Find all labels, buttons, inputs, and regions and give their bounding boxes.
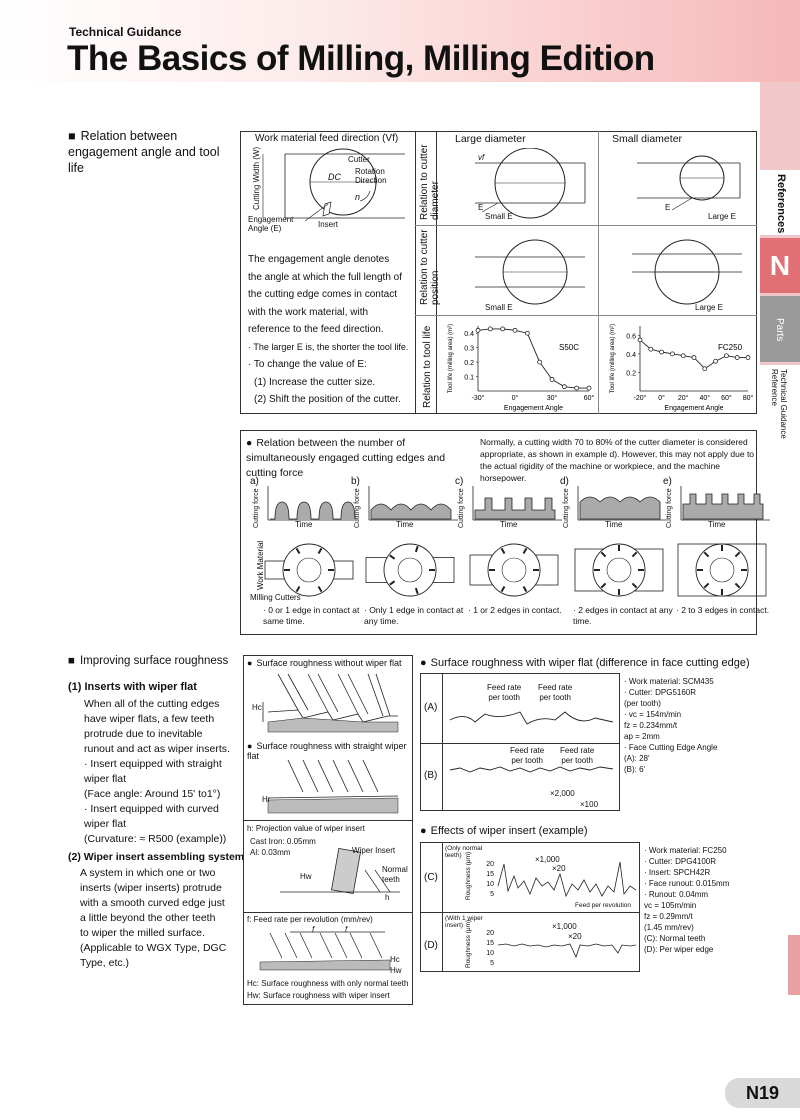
series-line (478, 329, 589, 388)
page-header (0, 0, 800, 82)
edge-marker (788, 935, 800, 995)
s4-specs (624, 676, 759, 775)
p2-line: (Applicable to WGX Type, DGC (80, 942, 227, 954)
cutter-engagement-diagram (263, 540, 358, 600)
per-tooth-text: per tooth (539, 693, 571, 702)
p2-line: to wiper the milled surface. (80, 927, 205, 939)
p2-line: a little beyond the other teeth (80, 912, 216, 924)
cutting-force-graph (575, 484, 670, 526)
case-caption: · 1 or 2 edges in contact. (468, 605, 562, 615)
work-material-label: Work Material (256, 540, 265, 590)
milling-cutters-label: Milling Cutters (250, 593, 301, 602)
tool-life-chart-s50c (440, 318, 595, 413)
hc-label: Hc (252, 703, 262, 712)
cutting-force-label: Cutting force (666, 488, 673, 528)
spec-line: fz = 0.29mm/t (644, 912, 693, 921)
x-tick-label: -20° (633, 395, 647, 402)
data-point (670, 352, 674, 356)
normal-teeth-label: Normal teeth (382, 865, 408, 884)
desc-line: the angle at which the full length of (248, 271, 402, 283)
tool-life-chart-fc250 (602, 318, 754, 413)
s4-graph-hdivider (420, 743, 620, 744)
p1-line: wiper flat (84, 818, 127, 830)
data-point (660, 350, 664, 354)
hc-label-2: Hc (390, 955, 400, 964)
y-tick-label: 0.2 (626, 370, 636, 378)
s1-fig-title: Work material feed direction (Vf) (255, 133, 399, 144)
p2-line: Type, etc.) (80, 957, 130, 969)
x-tick-label: 0° (511, 395, 519, 402)
desc-line: the cutting edge comes in contact (248, 289, 397, 300)
s5-heading (420, 825, 588, 837)
spec-line: · Insert: SPCH42R (644, 868, 711, 877)
hc-definition: Hc: Surface roughness with only normal teeth (247, 979, 409, 988)
hr-label: Hr (262, 795, 271, 804)
s3-heading-text: Improving surface roughness (79, 655, 229, 667)
h-definition: h: Projection value of wiper insert (247, 824, 365, 833)
s3-divider (243, 820, 413, 821)
cutter-engagement-diagram (676, 540, 771, 600)
s2-heading-text: Relation between the number of simultaneously engaged cutting edges and cutting force (246, 437, 446, 479)
s3-heading (68, 655, 228, 667)
roughness-label-c: Roughness (μm) (465, 851, 472, 900)
spec-line: (A): 28' (624, 754, 650, 763)
s1-description (248, 251, 413, 409)
data-point (587, 386, 591, 390)
feed-rate-text: Feed rate (510, 746, 545, 755)
page-title: The Basics of Milling, Milling Edition (67, 39, 655, 78)
cutting-force-graph (265, 484, 360, 526)
data-point (525, 331, 529, 335)
profile-c (496, 856, 638, 906)
scale-y: ×2,000 (550, 789, 575, 798)
s5-graph-hdivider (420, 912, 640, 913)
y-tick-label: 0.4 (464, 331, 474, 339)
f-definition: f: Feed rate per revolution (mm/rev) (247, 915, 373, 924)
cutting-force-label: Cutting force (563, 488, 570, 528)
s1-heading-text: Relation between engagement angle and tool life (68, 129, 220, 175)
references-label: References (775, 174, 787, 234)
with-wiper-label: (With 1 wiper insert) (445, 915, 483, 929)
e-label: E (478, 203, 484, 212)
desc-bullet: (1) Increase the cutter size. (254, 376, 376, 388)
cutter-engagement-diagram (573, 540, 668, 600)
data-point (703, 367, 707, 371)
large-e-label-2: Large E (695, 303, 724, 312)
spec-line: (B): 6' (624, 765, 646, 774)
cutter-circle (696, 544, 748, 596)
case-label: a) (250, 476, 259, 487)
case-label: e) (663, 476, 672, 487)
spec-line: ap = 2mm (624, 732, 660, 741)
p1-line: · Insert equipped with curved (84, 803, 219, 815)
hw-label-2: Hw (390, 966, 402, 975)
s1-divider-3 (598, 131, 599, 414)
force-wave (270, 502, 355, 519)
p1-line: have wiper flats, a few teeth (84, 713, 215, 725)
per-tooth-text: per tooth (488, 693, 520, 702)
per-tooth-text: per tooth (561, 756, 593, 765)
f-label: f (312, 925, 315, 934)
cutter-label: Cutter (348, 155, 370, 164)
profile-a (445, 700, 617, 740)
desc-bullet: (2) Shift the position of the cutter. (254, 394, 401, 405)
desc-line: reference to the feed direction. (248, 324, 384, 335)
x1000-label-c: ×1,000 (535, 855, 560, 864)
x20-label-c: ×20 (552, 864, 566, 873)
p1-line: When all of the cutting edges (84, 698, 220, 710)
y-axis-label: Tool life (milling area) (m²) (448, 323, 454, 394)
s4-heading (420, 657, 750, 669)
s1-heading (68, 128, 233, 176)
p1-line: wiper flat (84, 773, 127, 785)
desc-line: with the work material, with (248, 306, 369, 318)
s1-divider (415, 131, 416, 414)
series-annotation: S50C (559, 343, 580, 352)
cutter-engagement-diagram (364, 540, 459, 600)
data-point (692, 356, 696, 360)
cutting-force-label: Cutting force (354, 488, 361, 528)
spec-line: · vc = 154m/min (624, 710, 682, 719)
data-point (488, 327, 492, 331)
roughness-straight-wiper-diagram (248, 758, 408, 818)
data-point (638, 338, 642, 342)
p1-line: · Insert equipped with straight (84, 758, 222, 770)
spec-line: (D): Per wiper edge (644, 945, 714, 954)
x-tick-label: 80° (742, 395, 754, 402)
yticks-c (482, 860, 494, 900)
position-diagram-small (440, 232, 595, 312)
y-tick-label: 0.3 (464, 345, 474, 353)
per-tooth-text: per tooth (511, 756, 543, 765)
spec-line: (per tooth) (624, 699, 661, 708)
small-e-label: Small E (485, 212, 513, 221)
s5-graph-divider (442, 842, 443, 972)
x-tick-label: 0° (658, 395, 665, 402)
x-tick-label: 60° (583, 395, 595, 402)
data-point (681, 354, 685, 358)
guide-tab[interactable] (760, 365, 800, 442)
x20-label-d: ×20 (568, 932, 582, 941)
s3-p2 (80, 866, 238, 971)
x-axis-label: Engagement Angle (664, 405, 724, 412)
parts-label: Parts (774, 318, 785, 342)
label-b: (B) (424, 770, 438, 781)
hw-definition: Hw: Surface roughness with wiper insert (247, 991, 390, 1000)
rotation-label: Rotation Direction (355, 167, 387, 185)
case-label: c) (455, 476, 464, 487)
p1-line: protrude due to inevitable (84, 728, 203, 740)
feed-rate-text: Feed rate (560, 746, 595, 755)
y-axis-label: Tool life (milling area) (m²) (610, 323, 616, 394)
spec-line: · Runout: 0.04mm (644, 890, 709, 899)
profile-d (496, 935, 638, 965)
y-tick-label: 0.1 (464, 374, 474, 382)
time-label: Time (396, 520, 414, 529)
p1-line: runout and act as wiper inserts. (84, 743, 230, 755)
spec-line: · Work material: FC250 (644, 846, 727, 855)
s3-sub1: (1) Inserts with wiper flat (68, 681, 197, 693)
label-a: (A) (424, 702, 438, 713)
cutting-force-graph (470, 484, 565, 526)
ytick: 5 (490, 960, 494, 967)
s4-heading-text: Surface roughness with wiper flat (difference in face cutting edge) (430, 657, 750, 669)
ytick: 5 (490, 891, 494, 898)
cutter-circle (593, 544, 645, 596)
y-tick-label: 0.2 (464, 360, 474, 368)
insert-label: Insert (318, 220, 339, 229)
n-label: n (355, 192, 361, 202)
time-label: Time (605, 520, 623, 529)
spec-line: · Work material: SCM435 (624, 677, 714, 686)
cutting-force-graph (678, 484, 773, 526)
feed-per-rev-label: Feed per revolution (575, 902, 632, 909)
col-small: Small diameter (612, 133, 683, 145)
spec-line: · Face Cutting Edge Angle (624, 743, 718, 752)
s3-divider-2 (243, 912, 413, 913)
p2-line: inserts (wiper inserts) protrude (80, 882, 222, 894)
ytick: 15 (486, 940, 494, 947)
force-wave (580, 497, 660, 519)
x-axis-label: Engagement Angle (503, 405, 564, 412)
feed-per-rev-diagram (250, 928, 408, 976)
fig-b-title-text: Surface roughness with straight wiper flat (247, 741, 407, 761)
ytick: 10 (486, 881, 494, 888)
case-label: b) (351, 476, 360, 487)
data-point (513, 328, 517, 332)
feed-rate-text: Feed rate (538, 683, 573, 692)
series-annotation: FC250 (718, 343, 743, 352)
data-point (538, 360, 542, 364)
desc-line: The engagement angle denotes (248, 254, 390, 265)
data-point (724, 354, 728, 358)
cutter-engagement-diagram (468, 540, 563, 600)
engagement-label: Engagement Angle (E) (248, 215, 294, 233)
data-point (562, 385, 566, 389)
data-point (476, 328, 480, 332)
cutting-width-label: Cutting Width (W) (252, 146, 261, 210)
x-tick-label: 30° (546, 395, 558, 402)
parts-tab[interactable] (760, 296, 800, 362)
case-caption: · Only 1 edge in contact at any time. (364, 605, 464, 626)
spec-line: vc = 105m/min (644, 901, 697, 910)
desc-bullet: · To change the value of E: (248, 359, 367, 370)
small-e-label-2: Small E (485, 303, 513, 312)
x-tick-label: 40° (699, 395, 711, 402)
force-wave (475, 498, 555, 519)
roughness-no-wiper-diagram (248, 672, 408, 737)
feed-rate-text: Feed rate (487, 683, 522, 692)
fig-a-title (247, 658, 412, 668)
spec-line: fz = 0.234mm/t (624, 721, 678, 730)
p2-line: A system in which one or two (80, 867, 216, 879)
e-label: E (665, 203, 671, 212)
time-label: Time (295, 520, 313, 529)
row-label-diameter: Relation to cutter diameter (419, 144, 441, 220)
force-wave (683, 494, 763, 519)
position-diagram-large (602, 232, 752, 312)
s3-sub2: (2) Wiper insert assembling system (68, 851, 245, 863)
data-point (714, 359, 718, 363)
page-number: N19 (725, 1078, 800, 1108)
s5-heading-text: Effects of wiper insert (example) (430, 825, 588, 837)
cutting-force-label: Cutting force (458, 488, 465, 528)
label-d: (D) (424, 940, 438, 951)
h-label: h (385, 893, 390, 902)
yticks-d (482, 929, 494, 969)
s2-note: Normally, a cutting width 70 to 80% of the cutter diameter is considered appropriate, as shown in example d). However, this may not apply due to the actual rigidity of the machine or workpiece, and the machine horsepower. (480, 437, 755, 483)
data-point (735, 356, 739, 360)
scale-x: ×100 (580, 800, 599, 809)
cast-iron-value: Cast Iron: 0.05mm (250, 837, 316, 846)
p1-line: (Face angle: Around 15' to1°) (84, 788, 221, 800)
al-value: Al: 0.03mm (250, 848, 291, 857)
ytick: 15 (486, 871, 494, 878)
references-tab[interactable] (760, 170, 800, 235)
s1-hdivider-2 (415, 315, 757, 316)
case-label: d) (560, 476, 569, 487)
data-point (746, 356, 750, 360)
vf-label: vf (478, 153, 485, 162)
wiper-insert-label: Wiper Insert (352, 846, 396, 855)
x-tick-label: 20° (677, 395, 689, 402)
col-large: Large diameter (455, 133, 526, 145)
cutting-force-graph (366, 484, 461, 526)
case-caption: · 2 to 3 edges in contact. (676, 605, 770, 615)
ytick: 10 (486, 950, 494, 957)
profile-b (445, 758, 617, 788)
row-label-life: Relation to tool life (422, 325, 433, 408)
time-label: Time (708, 520, 726, 529)
spec-line: (C): Normal teeth (644, 934, 706, 943)
f-label: f (345, 925, 348, 934)
y-tick-label: 0.4 (626, 351, 636, 359)
spec-line: · Face runout: 0.015mm (644, 879, 730, 888)
data-point (501, 327, 505, 331)
dc-label: DC (328, 172, 341, 182)
section-letter-tab[interactable]: N (760, 238, 800, 293)
row-label-position: Relation to cutter position (419, 229, 441, 305)
hw-label: Hw (300, 872, 312, 881)
y-tick-label: 0.6 (626, 333, 636, 341)
p1-line: (Curvature: ≈ R500 (example)) (84, 833, 227, 845)
header-subtitle: Technical Guidance (69, 25, 182, 39)
s2-heading (246, 436, 471, 481)
cutting-force-label: Cutting force (253, 488, 260, 528)
x1000-label-d: ×1,000 (552, 922, 577, 931)
guide-label: Technical Guidance Reference (770, 369, 788, 439)
data-point (550, 377, 554, 381)
spec-line: · Cutter: DPG5160R (624, 688, 697, 697)
x-tick-label: -30° (471, 395, 485, 402)
fig-a-title-text: Surface roughness without wiper flat (256, 658, 402, 668)
desc-bullet: · The larger E is, the shorter the tool life. (248, 341, 409, 352)
spec-line: · Cutter: DPG4100R (644, 857, 717, 866)
data-point (575, 386, 579, 390)
s1-hdivider (415, 225, 757, 226)
s3-p1 (84, 697, 239, 847)
s4-graph-divider (442, 673, 443, 811)
roughness-label-d: Roughness (μm) (465, 919, 472, 968)
case-caption: · 0 or 1 edge in contact at same time. (263, 605, 360, 626)
label-c: (C) (424, 872, 438, 883)
large-e-label: Large E (708, 212, 737, 221)
x-tick-label: 60° (721, 395, 732, 402)
only-normal-label: (Only normal teeth) (445, 845, 483, 859)
s5-specs (644, 845, 756, 955)
large-diameter-diagram (440, 148, 595, 223)
cutter-circle (488, 544, 540, 596)
cutter-circle (384, 544, 436, 596)
force-wave (371, 504, 451, 519)
p2-line: with a smooth curved edge just (80, 897, 225, 909)
case-caption: · 2 edges in contact at any time. (573, 605, 673, 626)
ytick: 20 (486, 861, 494, 868)
time-label: Time (500, 520, 518, 529)
cutter-circle (283, 544, 335, 596)
data-point (649, 347, 653, 351)
spec-line: (1.45 mm/rev) (644, 923, 694, 932)
ytick: 20 (486, 930, 494, 937)
